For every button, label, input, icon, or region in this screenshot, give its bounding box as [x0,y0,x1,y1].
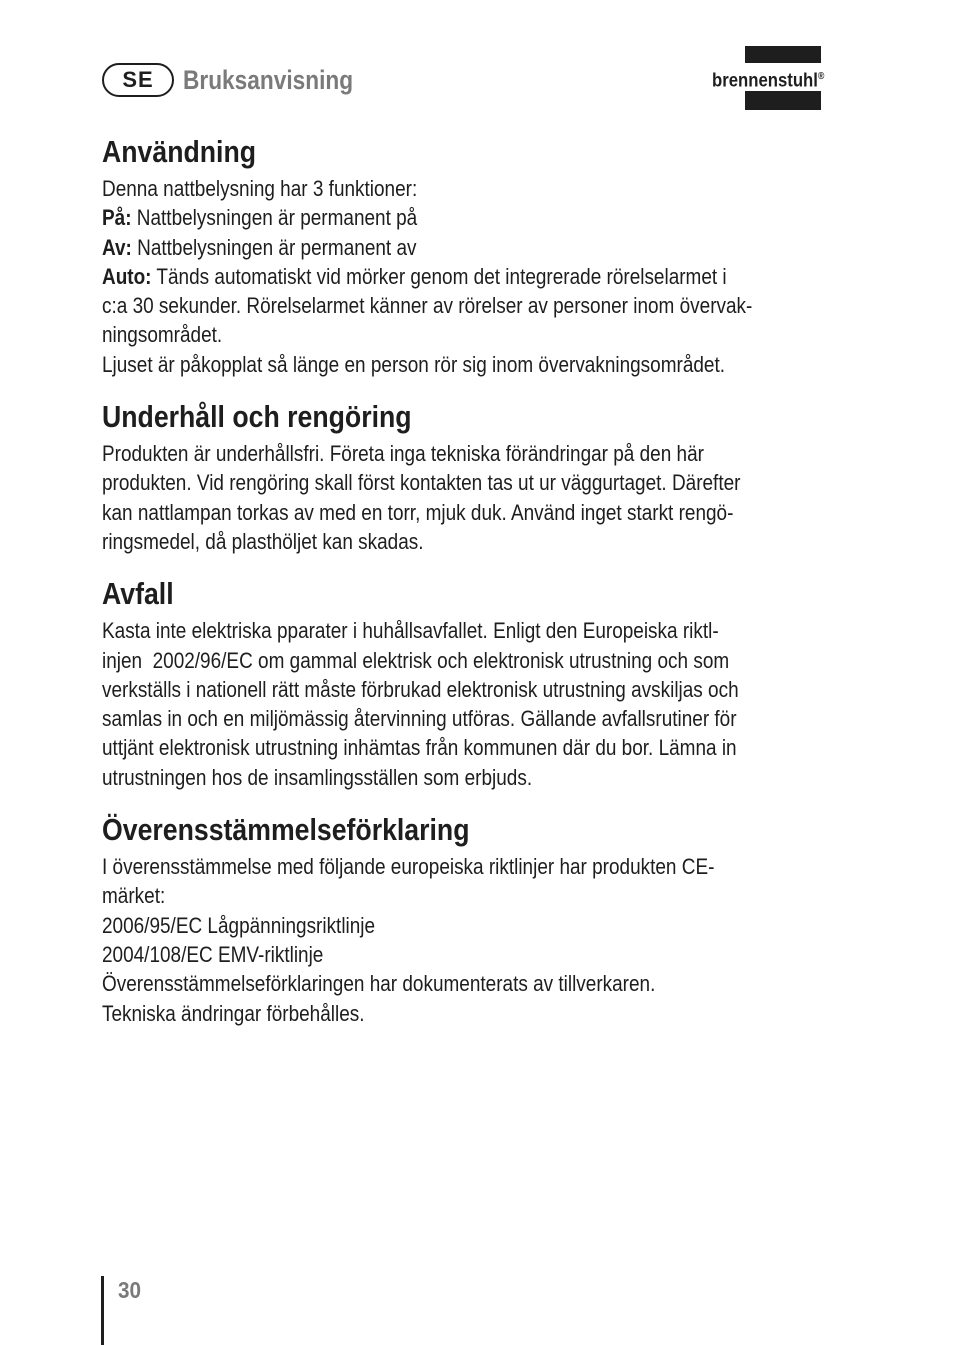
line-text: injen 2002/96/EC om gammal elektrisk och elektronisk utrustning och som [102,647,730,673]
function-label: På: [102,205,132,231]
section-heading: Avfall [102,576,174,612]
function-label: Auto: [102,263,152,289]
line-text: kan nattlampan torkas av med en torr, mjuk duk. Använd inget starkt rengö- [102,499,734,525]
paragraph-line [102,616,757,645]
logo-text [712,65,825,92]
line-text: uttjänt elektronisk utrustning inhämtas från kommunen där du bor. Lämna in [102,735,737,761]
line-text: 2004/108/EC EMV-riktlinje [102,941,324,967]
logo-wordmark: brennenstuhl [712,70,818,92]
paragraph-line [102,439,757,468]
function-label: Av: [102,234,132,260]
logo-bar-top [745,46,821,63]
page-divider [101,1276,104,1345]
section-heading: Användning [102,134,257,169]
brand-logo [712,46,857,112]
paragraph-line [102,763,757,792]
paragraph-line [102,233,757,262]
language-badge: SE [102,63,174,97]
paragraph-line [102,498,757,527]
page-header [102,60,386,100]
line-text: I överensstämmelse med följande europeiska riktlinjer har produkten CE- [102,854,715,880]
header-title: Bruksanvisning [183,64,354,95]
paragraph-line [102,999,757,1028]
paragraph-line [102,881,757,910]
section [102,572,862,792]
paragraph-line [102,852,757,881]
section [102,395,862,556]
section [102,130,862,379]
line-text: ringsmedel, då plasthöljet kan skadas. [102,528,424,554]
section [102,808,862,1028]
line-text: Produkten är underhållsfri. Företa inga tekniska förändringar på den här [102,441,704,467]
line-text: Ljuset är påkopplat så länge en person rör sig inom övervakningsområdet. [102,351,726,377]
paragraph-line [102,911,757,940]
line-text: Kasta inte elektriska pparater i huhållsavfallet. Enligt den Europeiska riktl- [102,618,719,644]
line-text: Denna nattbelysning har 3 funktioner: [102,176,418,201]
paragraph-line [102,527,757,556]
line-text: ningsområdet. [102,322,223,348]
document-body [102,130,862,1028]
paragraph-line [102,969,757,998]
line-text: märket: [102,883,166,909]
section-heading: Underhåll och rengöring [102,399,412,435]
line-text: Tekniska ändringar förbehålles. [102,1000,365,1026]
paragraph-line [102,291,757,320]
line-text: 2006/95/EC Lågpänningsriktlinje [102,912,376,938]
registered-mark: ® [817,71,825,82]
paragraph-line [102,350,757,379]
line-text: c:a 30 sekunder. Rörelselarmet känner av rörelser av personer inom övervak- [102,293,753,319]
paragraph-line [102,203,757,232]
line-text: verkställs i nationell rätt måste förbrukad elektronisk utrustning avskiljas och [102,676,739,702]
paragraph-line [102,174,757,203]
page-number: 30 [118,1277,142,1303]
paragraph-line [102,320,757,349]
paragraph-line [102,646,757,675]
paragraph-line [102,940,757,969]
paragraph-line [102,704,757,733]
section-heading: Överensstämmelseförklaring [102,812,470,848]
line-text: Nattbelysningen är permanent på [131,205,418,231]
paragraph-line [102,675,757,704]
line-text: utrustningen hos de insamlingsställen som erbjuds. [102,764,533,790]
line-text: samlas in och en miljömässig återvinning utföras. Gällande avfallsrutiner för [102,706,737,732]
line-text: produkten. Vid rengöring skall först kontakten tas ut ur väggurtaget. Därefter [102,470,741,496]
paragraph-line [102,262,757,291]
paragraph-line [102,733,757,762]
paragraph-line [102,468,757,497]
line-text: Tänds automatiskt vid mörker genom det integrerade rörelselarmet i [151,263,727,289]
line-text: Nattbelysningen är permanent av [131,234,417,260]
line-text: Överensstämmelseförklaringen har dokumenterats av tillverkaren. [102,971,656,997]
logo-bar-bottom [745,91,821,110]
